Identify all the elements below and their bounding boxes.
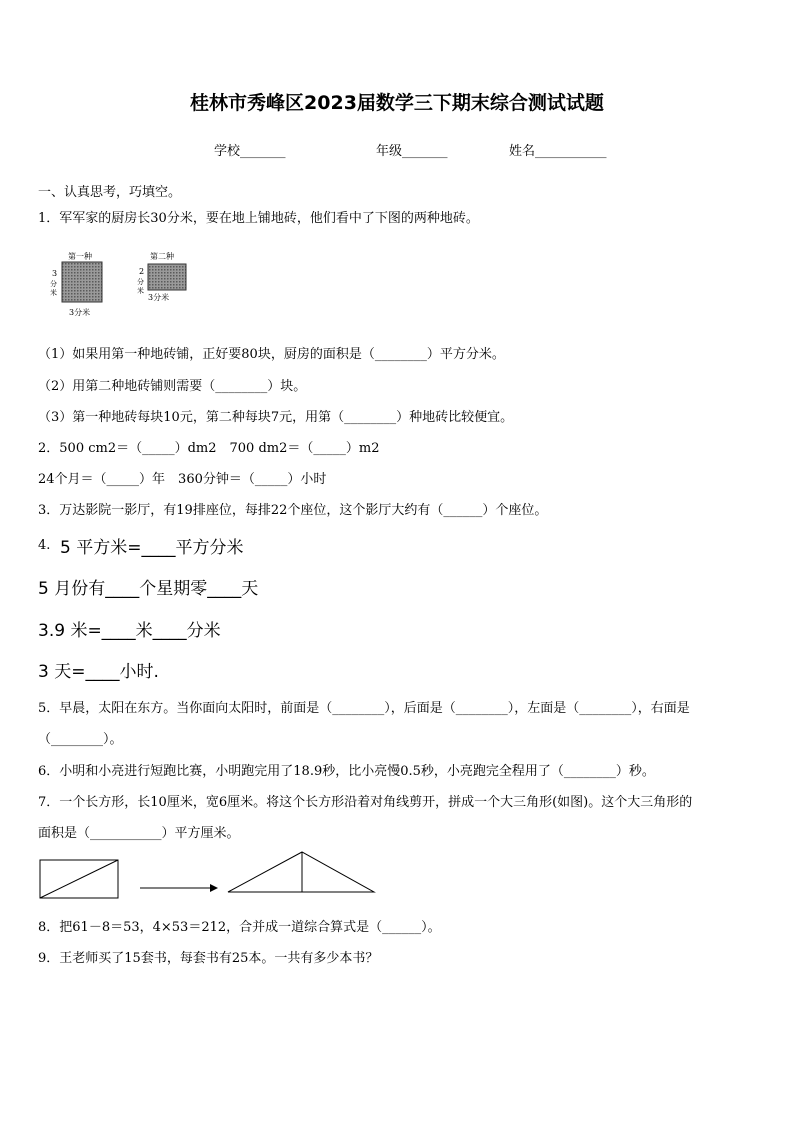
tile-1-square xyxy=(62,262,102,302)
arrow-icon xyxy=(140,884,218,892)
rectangle-triangle-figure xyxy=(38,850,378,900)
question-4-line-1: 5 平方米=____平方分米 xyxy=(60,538,244,558)
svg-text:分: 分 xyxy=(137,278,144,286)
grade-field: 年级_______ xyxy=(376,144,448,159)
tile-1-side: 3 xyxy=(52,269,58,278)
tiles-figure xyxy=(44,248,204,320)
tile-1-bottom: 3分米 xyxy=(69,308,91,317)
svg-text:分: 分 xyxy=(50,280,57,288)
question-1-stem: 1．军军家的厨房长30分米，要在地上铺地砖，他们看中了下图的两种地砖。 xyxy=(38,211,479,226)
question-2-line-1: 2．500 cm2＝（_____）dm2 700 dm2＝（_____）m2 xyxy=(38,441,380,456)
tile-1 xyxy=(50,251,102,317)
tile-2-square xyxy=(148,264,186,290)
question-1-sub-3: （3）第一种地砖每块10元，第二种每块7元，用第（________）种地砖比较便宜。 xyxy=(38,410,514,425)
tile-2-label: 第二种 xyxy=(150,252,174,261)
question-1-sub-2: （2）用第二种地砖铺则需要（________）块。 xyxy=(38,379,307,394)
svg-text:米: 米 xyxy=(50,289,57,297)
section-heading: 一、认真思考，巧填空。 xyxy=(38,185,182,200)
svg-text:米: 米 xyxy=(137,287,144,295)
name-field: 姓名___________ xyxy=(509,144,607,159)
question-2-line-2: 24个月＝（_____）年 360分钟＝（_____）小时 xyxy=(38,472,327,487)
tile-2 xyxy=(137,251,186,302)
question-5-line-2: （________）。 xyxy=(38,732,123,747)
tile-2-bottom: 3分米 xyxy=(148,293,170,302)
big-triangle xyxy=(228,852,374,892)
question-4-line-2: 5 月份有____个星期零____天 xyxy=(38,579,259,599)
page-title: 桂林市秀峰区2023届数学三下期末综合测试试题 xyxy=(190,92,604,114)
rectangle-with-diagonal xyxy=(40,860,118,898)
tile-2-side: 2 xyxy=(139,267,145,276)
question-7-line-2: 面积是（___________）平方厘米。 xyxy=(38,826,240,841)
question-8: 8．把61－8＝53，4×53＝212，合并成一道综合算式是（______）。 xyxy=(38,920,441,935)
question-4-number: 4. xyxy=(38,538,51,553)
question-6: 6．小明和小亮进行短跑比赛，小明跑完用了18.9秒，比小亮慢0.5秒，小亮跑完全程用了（________）秒。 xyxy=(38,764,655,779)
tile-1-label: 第一种 xyxy=(68,252,92,261)
question-9: 9．王老师买了15套书，每套书有25本。一共有多少本书？ xyxy=(38,951,379,966)
school-field: 学校_______ xyxy=(214,144,286,159)
question-1-sub-1: （1）如果用第一种地砖铺，正好要80块，厨房的面积是（________）平方分米。 xyxy=(38,347,505,362)
question-4-line-4: 3 天=____小时. xyxy=(38,662,159,682)
question-3: 3．万达影院一影厅，有19排座位，每排22个座位，这个影厅大约有（______）个座位。 xyxy=(38,503,548,518)
question-7-line-1: 7．一个长方形，长10厘米，宽6厘米。将这个长方形沿着对角线剪开，拼成一个大三角形(如图)。这个大三角形的 xyxy=(38,795,693,810)
question-5-line-1: 5．早晨，太阳在东方。当你面向太阳时，前面是（________），后面是（________），左面是（________），右面是 xyxy=(38,701,690,716)
question-4-line-3: 3.9 米=____米____分米 xyxy=(38,621,221,641)
